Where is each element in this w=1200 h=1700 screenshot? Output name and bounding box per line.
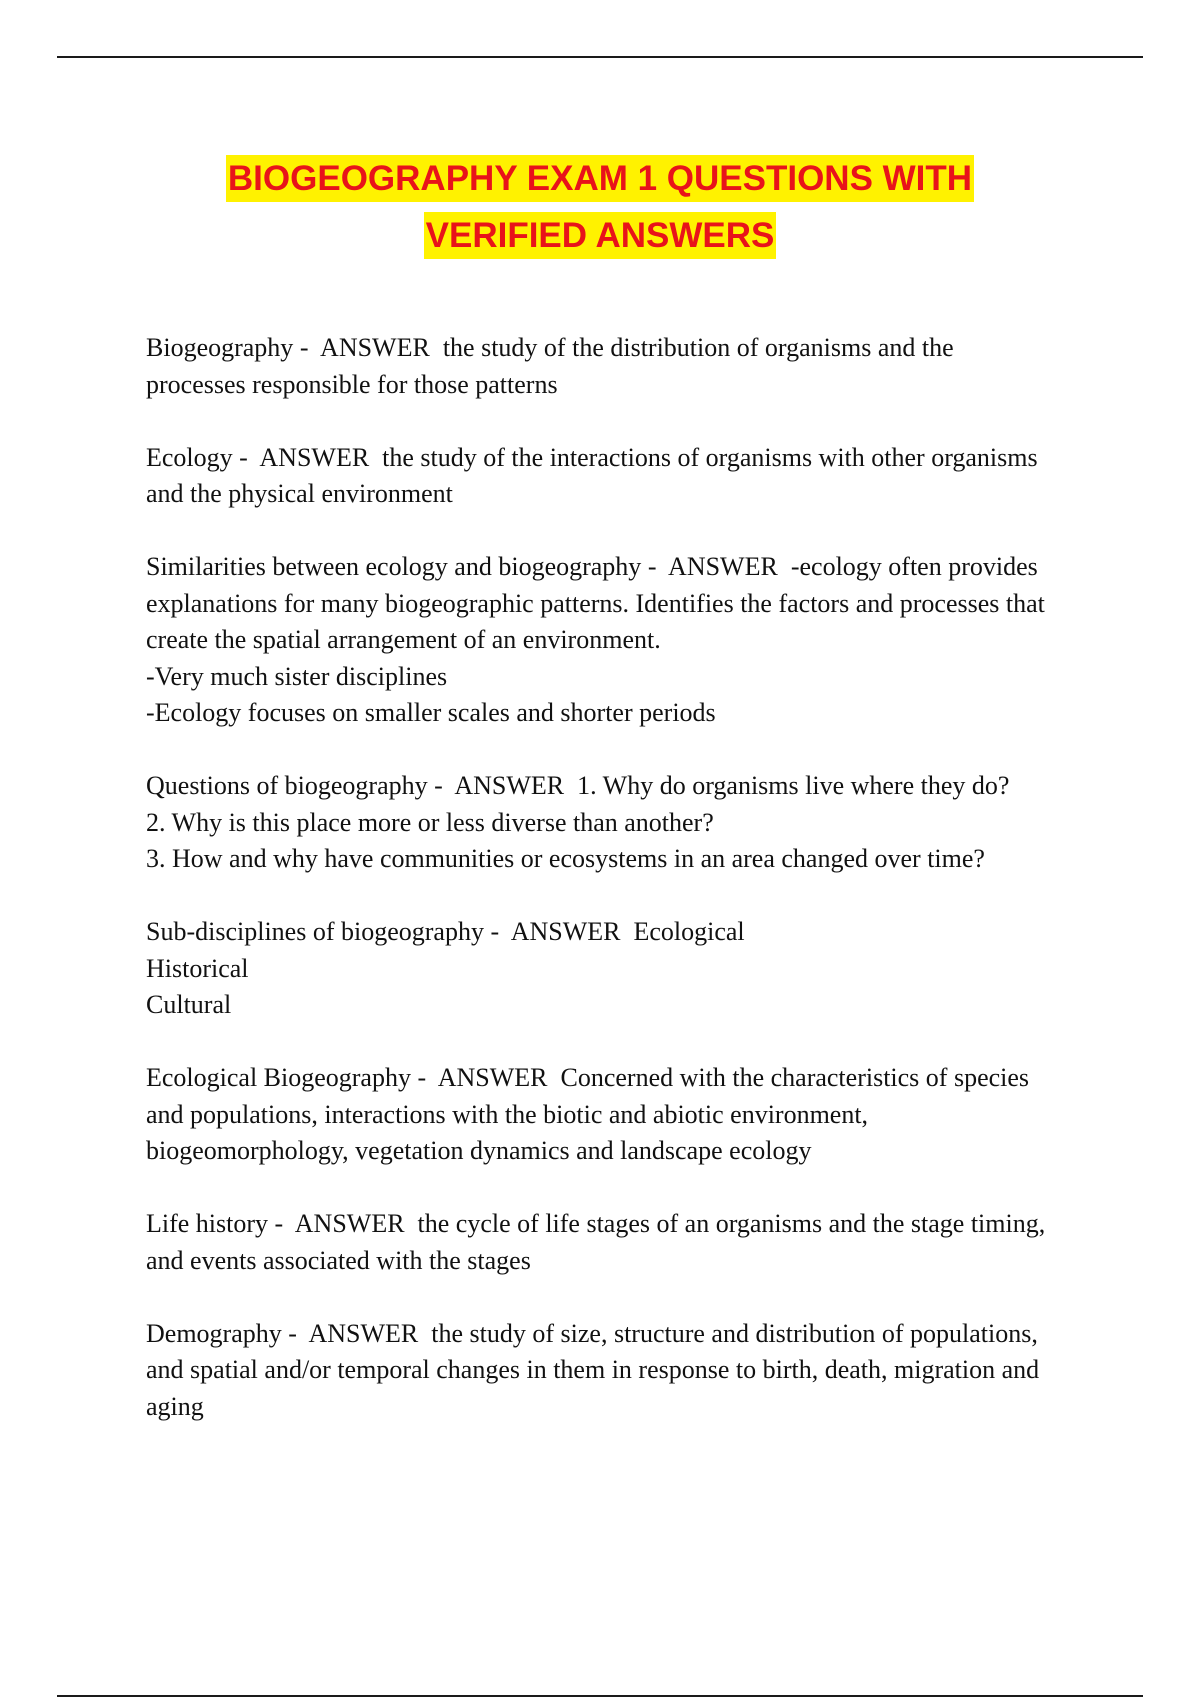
footer-rule <box>57 1695 1143 1697</box>
entry-term: Ecology <box>146 442 233 472</box>
entry-term: Questions of biogeography <box>146 771 428 800</box>
entry-term: Biogeography <box>146 333 294 362</box>
entry-answer: the study of the interactions of organisms with other organisms and the physical environment <box>146 442 1038 508</box>
answer-marker: ANSWER <box>259 442 370 472</box>
header-rule <box>57 56 1143 58</box>
entry-term: Ecological Biogeography <box>146 1063 411 1092</box>
entry-answer: the study of the distribution of organisms and the processes responsible for those patterns <box>146 333 954 399</box>
entry-term: Similarities between ecology and biogeography <box>146 552 642 581</box>
answer-marker: ANSWER <box>668 552 778 581</box>
document-title <box>100 150 1100 264</box>
answer-marker: ANSWER <box>320 333 430 362</box>
entry-answer: Concerned with the characteristics of species and populations, interactions with the biotic and abiotic environment, biogeomorphology, vegetation dynamics and landscape ecology <box>146 1063 1030 1165</box>
entry-answer-line: Cultural <box>146 990 232 1019</box>
qa-entry: Similarities between ecology and biogeography - ANSWER -ecology often provides explanations for many biogeographic patterns. Identifies the factors and processes that create the spatial arrangement of an environment. -Very much sister disciplines -Ecology focuses on smaller scales and shorter periods <box>146 549 1046 732</box>
entry-answer: -ecology often provides explanations for many biogeographic patterns. Identifies the factors and processes that create the spatial arrangement of an environment. <box>146 552 1045 654</box>
title-line-1: BIOGEOGRAPHY EXAM 1 QUESTIONS WITH <box>226 155 974 202</box>
title-line-2: VERIFIED ANSWERS <box>424 212 777 259</box>
answer-marker: ANSWER <box>437 1063 548 1092</box>
answer-marker: ANSWER <box>308 1318 419 1348</box>
entry-term: Demography <box>146 1318 282 1348</box>
entry-answer: 1. Why do organisms live where they do? <box>577 771 1010 800</box>
entry-answer: the cycle of life stages of an organisms and the stage timing, and events associated with the stages <box>146 1209 1046 1275</box>
qa-entry: Questions of biogeography - ANSWER 1. Why do organisms live where they do? 2. Why is this place more or less diverse than another? 3. How and why have communities or ecosystems in an area changed over time? <box>146 768 1046 878</box>
qa-entry: Ecology - ANSWER the study of the interactions of organisms with other organisms and the physical environment <box>146 442 1038 508</box>
qa-entry: Life history - ANSWER the cycle of life stages of an organisms and the stage timing, and events associated with the stages <box>146 1209 1046 1275</box>
qa-list <box>146 330 1046 1462</box>
entry-answer-line: 3. How and why have communities or ecosystems in an area changed over time? <box>146 844 985 873</box>
answer-marker: ANSWER <box>454 771 565 800</box>
entry-answer-line: 2. Why is this place more or less diverse than another? <box>146 807 714 837</box>
entry-answer-line: Historical <box>146 953 249 983</box>
entry-term: Sub-disciplines of biogeography <box>146 917 484 946</box>
entry-answer-line: -Ecology focuses on smaller scales and shorter periods <box>146 698 716 727</box>
entry-answer: Ecological <box>633 917 745 946</box>
qa-entry: Sub-disciplines of biogeography - ANSWER Ecological Historical Cultural <box>146 914 1046 1024</box>
entry-answer: the study of size, structure and distribution of populations, and spatial and/or temporal changes in them in response to birth, death, migration and aging <box>146 1318 1040 1421</box>
answer-marker: ANSWER <box>294 1209 405 1238</box>
qa-entry: Biogeography - ANSWER the study of the distribution of organisms and the processes responsible for those patterns <box>146 333 954 399</box>
entry-answer-line: -Very much sister disciplines <box>146 661 448 691</box>
qa-entry: Demography - ANSWER the study of size, structure and distribution of populations, and spatial and/or temporal changes in them in response to birth, death, migration and aging <box>146 1318 1040 1421</box>
qa-entry: Ecological Biogeography - ANSWER Concerned with the characteristics of species and populations, interactions with the biotic and abiotic environment, biogeomorphology, vegetation dynamics and landscape ecology <box>146 1063 1030 1165</box>
answer-marker: ANSWER <box>510 917 621 946</box>
entry-term: Life history <box>146 1209 269 1238</box>
